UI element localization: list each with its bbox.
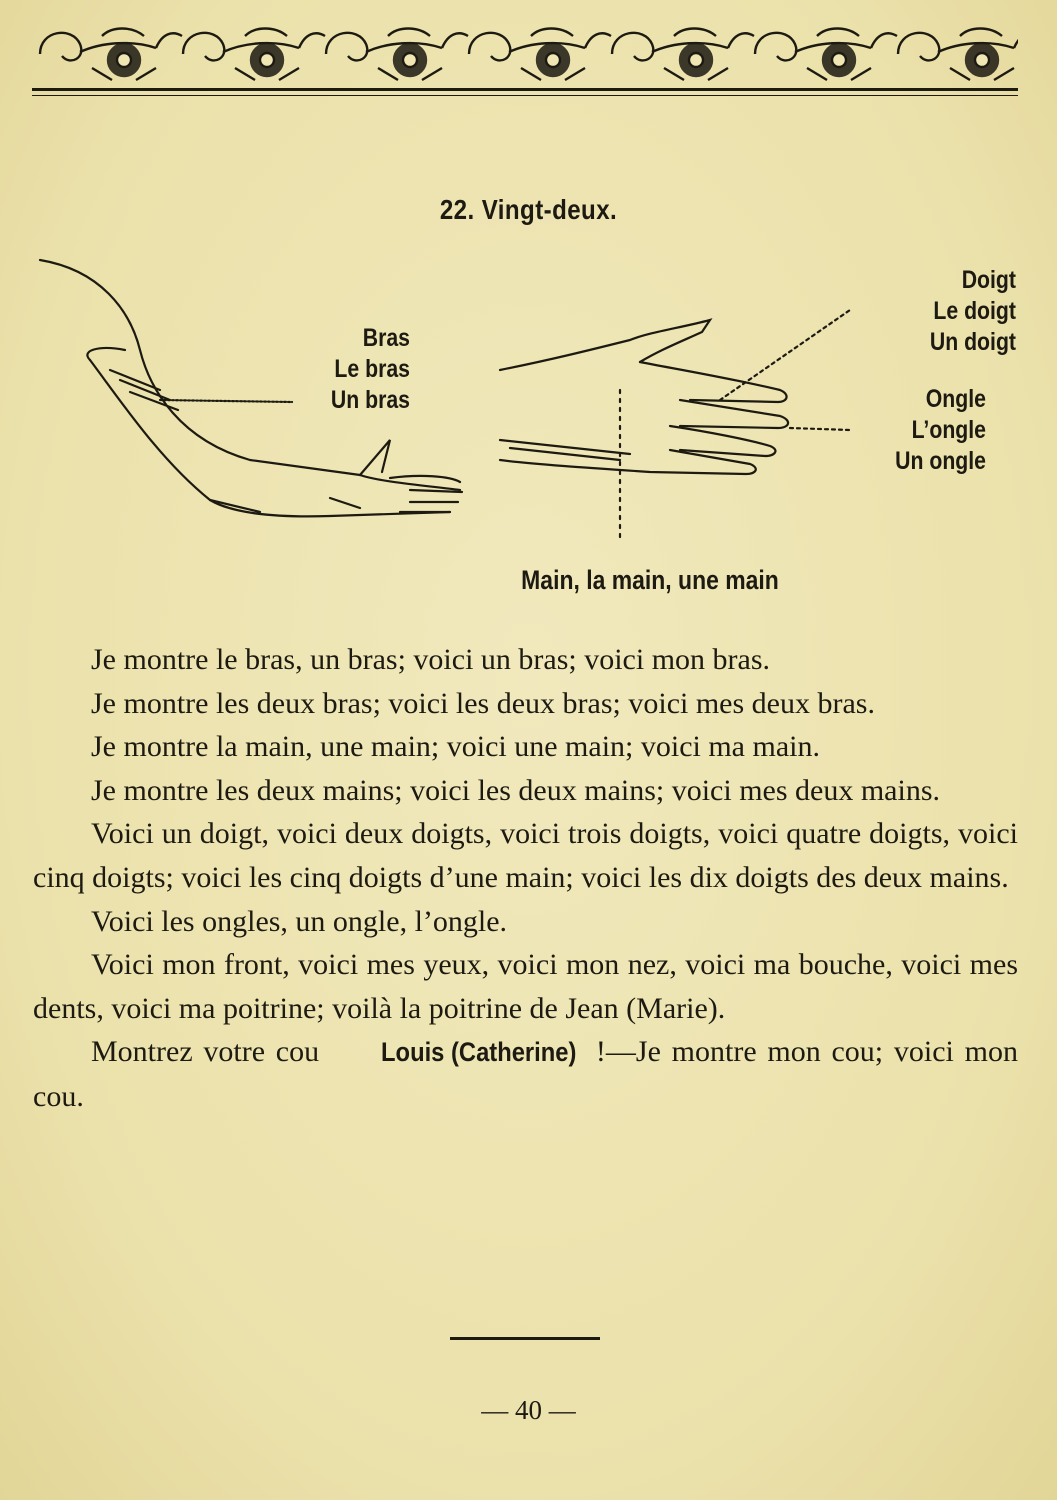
- label-ongle-2: L’ongle: [911, 416, 986, 444]
- label-ongle: [828, 384, 986, 477]
- label-ongle-3: Un ongle: [895, 447, 986, 475]
- label-doigt-3: Un doigt: [929, 328, 1016, 356]
- paragraph-1: Je montre le bras, un bras; voici un bras; voici mon bras.: [91, 643, 771, 676]
- paragraph-8-start: Montrez votre cou: [91, 1035, 330, 1069]
- label-doigt: [849, 265, 1016, 358]
- paragraph-5: Voici un doigt, voici deux doigts, voici trois doigts, voici quatre doigts, voici cinq doigts; voici les cinq doigts d’une main; voici les dix doigts des deux mains.: [33, 817, 1018, 894]
- label-bras: [249, 323, 411, 416]
- end-rule: [450, 1337, 600, 1340]
- page-number: — 40 —: [481, 1395, 576, 1425]
- illustration-caption: Main, la main, une main: [521, 565, 779, 595]
- label-bras-3: Un bras: [330, 386, 410, 414]
- label-doigt-2: Le doigt: [933, 297, 1016, 325]
- paragraph-2: Je montre les deux bras; voici les deux bras; voici mes deux bras.: [91, 686, 875, 720]
- paragraph-6: Voici les ongles, un ongle, l’ongle.: [91, 904, 508, 938]
- paragraph-3: Je montre la main, une main; voici une main; voici ma main.: [91, 730, 820, 764]
- top-rule-thin: [32, 95, 1018, 96]
- label-bras-1: Bras: [362, 324, 410, 352]
- ornament-banner: [32, 14, 1018, 90]
- label-doigt-1: Doigt: [961, 266, 1016, 294]
- paragraph-8-end: !—Je montre mon cou; voici mon cou.: [33, 1035, 1018, 1113]
- label-bras-2: Le bras: [334, 355, 410, 383]
- lesson-title: 22. Vingt-deux.: [439, 194, 618, 225]
- label-ongle-1: Ongle: [925, 385, 986, 413]
- paragraph-8-bold: Louis (Catherine): [380, 1037, 577, 1068]
- paragraph-4: Je montre les deux mains; voici les deux mains; voici mes deux mains.: [91, 773, 941, 807]
- paragraph-7: Voici mon front, voici mes yeux, voici mon nez, voici ma bouche, voici mes dents, voici ma poitrine; voilà la poitrine de Jean (Marie).: [33, 948, 1018, 1025]
- paragraph-8: [33, 1030, 1018, 1118]
- lesson-text: [33, 638, 1018, 1119]
- top-rule: [32, 88, 1018, 91]
